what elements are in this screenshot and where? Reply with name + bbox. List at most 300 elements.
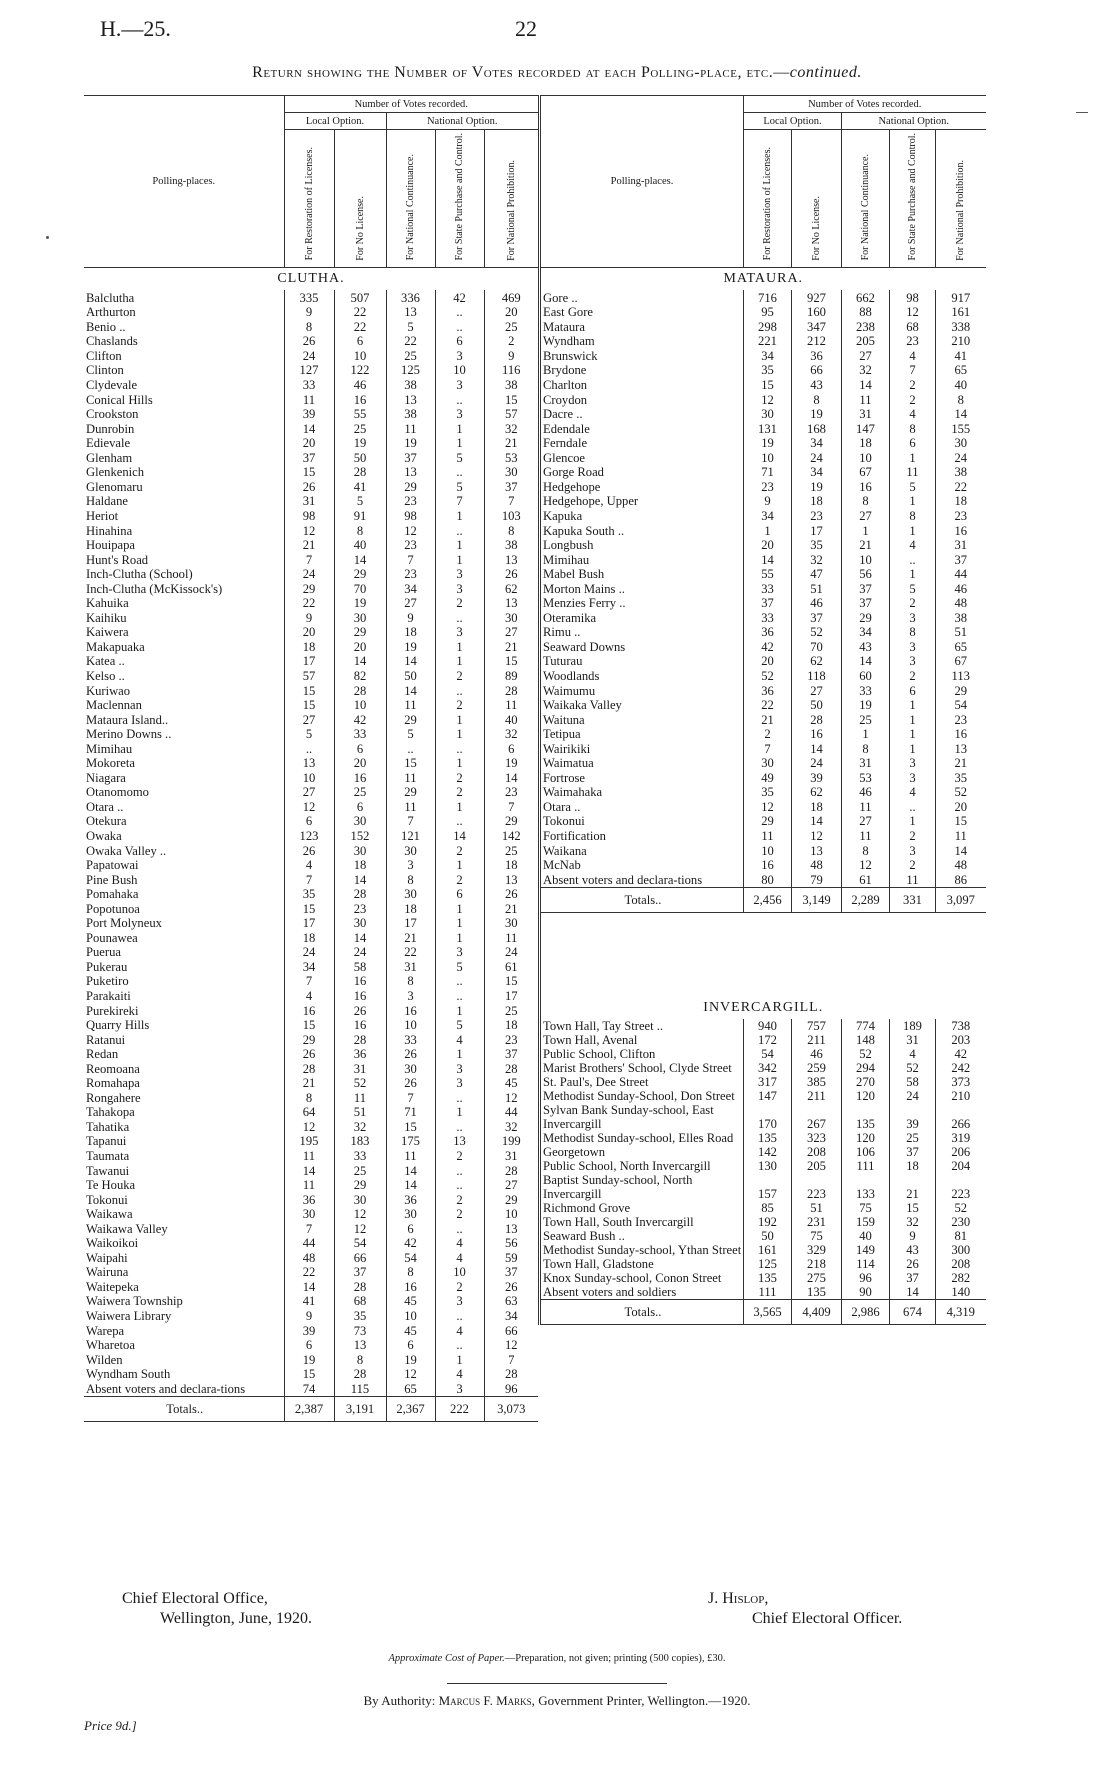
vote-count: 4	[435, 1251, 484, 1266]
table-row	[84, 785, 538, 800]
polling-place-name: Hunt's Road	[86, 552, 149, 567]
vote-count: 44	[484, 1105, 538, 1120]
vote-count: ..	[435, 1120, 484, 1135]
polling-place-name: Methodist Sunday-school, Ythan Street	[540, 1243, 744, 1257]
vote-count: 12	[386, 523, 435, 538]
table-row	[540, 1229, 986, 1243]
vote-count: 116	[484, 363, 538, 378]
vote-count: 3	[435, 945, 484, 960]
polling-place-name: Wyndham South	[86, 1367, 171, 1382]
vote-count: 13	[484, 1221, 538, 1236]
table-row	[84, 1382, 538, 1397]
vote-count: 6	[334, 334, 386, 349]
col-restoration-header: For Restoration of Licenses.	[284, 130, 334, 268]
polling-place-name: Absent voters and soldiers	[540, 1285, 744, 1300]
polling-place-name: Clifton	[86, 348, 122, 363]
vote-count: 26	[484, 567, 538, 582]
polling-place-name: Gorge Road	[540, 465, 744, 480]
vote-count: 31	[936, 538, 986, 553]
vote-count: 29	[334, 567, 386, 582]
vote-count: 33	[284, 378, 334, 393]
vote-count: 14	[792, 814, 842, 829]
polling-place-name: Tuturau	[540, 654, 744, 669]
vote-count: ..	[435, 392, 484, 407]
polling-place-name: Town Hall, Avenal	[540, 1033, 744, 1047]
vote-count: 17	[792, 523, 842, 538]
polling-place-name: Otekura	[86, 814, 127, 829]
vote-count: ..	[435, 1163, 484, 1178]
table-row	[84, 1032, 538, 1047]
vote-count: 52	[936, 785, 986, 800]
vote-count: 3	[435, 1076, 484, 1091]
polling-place-name: Redan	[86, 1047, 119, 1062]
col-continuance-header: For National Continuance.	[386, 130, 435, 268]
vote-count: 54	[386, 1251, 435, 1266]
vote-count: 11	[842, 800, 890, 815]
vote-count: 16	[386, 1280, 435, 1295]
vote-count: 11	[284, 1178, 334, 1193]
polling-place-name: Tokonui	[86, 1192, 128, 1207]
clutha-table	[84, 95, 538, 1422]
table-row	[84, 1251, 538, 1266]
vote-count: 1	[435, 509, 484, 524]
vote-count: 14	[386, 1178, 435, 1193]
table-row	[84, 349, 538, 364]
vote-count: 71	[744, 465, 792, 480]
vote-count: 4	[435, 1032, 484, 1047]
vote-count: 50	[744, 1229, 792, 1243]
vote-count: 13	[484, 552, 538, 567]
vote-count: 12	[334, 1221, 386, 1236]
vote-count: 19	[386, 640, 435, 655]
table-row	[84, 611, 538, 626]
vote-count: ..	[435, 741, 484, 756]
table-row	[84, 1134, 538, 1149]
vote-count: 130	[744, 1159, 792, 1173]
vote-count: 33	[386, 1032, 435, 1047]
table-row	[84, 567, 538, 582]
vote-count: 58	[890, 1075, 936, 1089]
polling-place-name: Merino Downs ..	[86, 727, 172, 742]
table-row	[540, 771, 986, 786]
table-row	[540, 494, 986, 509]
table-row	[84, 712, 538, 727]
vote-count: 183	[334, 1134, 386, 1149]
col-no-license-header: For No License.	[792, 130, 842, 268]
vote-count: 12	[842, 858, 890, 873]
vote-count: 96	[842, 1271, 890, 1285]
vote-count: 42	[334, 712, 386, 727]
vote-count: 3	[890, 611, 936, 626]
vote-count: 26	[284, 1047, 334, 1062]
vote-count: 24	[334, 945, 386, 960]
vote-count: 16	[334, 989, 386, 1004]
vote-count: 22	[334, 320, 386, 335]
vote-count: 33	[744, 611, 792, 626]
vote-count: 14	[792, 741, 842, 756]
polling-place-name: Waitepeka	[86, 1279, 139, 1294]
vote-count: 14	[936, 843, 986, 858]
vote-count: 14	[386, 1163, 435, 1178]
table-row	[84, 669, 538, 684]
table-row	[540, 1271, 986, 1285]
vote-count: 20	[484, 305, 538, 320]
vote-count: 3	[890, 756, 936, 771]
vote-count: 24	[484, 945, 538, 960]
vote-count: 2	[890, 392, 936, 407]
vote-count: 34	[744, 349, 792, 364]
vote-count: 22	[386, 334, 435, 349]
table-row	[540, 625, 986, 640]
vote-count: 59	[484, 1251, 538, 1266]
vote-count: 25	[842, 712, 890, 727]
vote-count: 64	[284, 1105, 334, 1120]
vote-count: ..	[435, 814, 484, 829]
vote-count: 81	[936, 1229, 986, 1243]
polling-places-header: Polling-places.	[152, 176, 216, 188]
vote-count: 4	[284, 858, 334, 873]
vote-count: 11	[386, 1149, 435, 1164]
vote-count: 373	[936, 1075, 986, 1089]
polling-place-name: Kapuka South ..	[540, 523, 744, 538]
vote-count: 8	[842, 494, 890, 509]
table-row	[540, 1215, 986, 1229]
vote-count: 2	[435, 1192, 484, 1207]
table-row	[84, 858, 538, 873]
vote-count: 9	[744, 494, 792, 509]
total-count: 2,456	[744, 887, 792, 912]
polling-place-name: Brunswick	[540, 349, 744, 364]
section-title-clutha: CLUTHA.	[277, 271, 345, 287]
polling-place-name: Owaka Valley ..	[86, 843, 167, 858]
table-row	[84, 1178, 538, 1193]
vote-count: 30	[744, 407, 792, 422]
vote-count: 37	[842, 596, 890, 611]
vote-count: 68	[890, 320, 936, 335]
vote-count: 21	[284, 1076, 334, 1091]
polling-place-name: Puerua	[86, 945, 121, 960]
vote-count: 147	[744, 1089, 792, 1103]
polling-place-name: Conical Hills	[86, 392, 153, 407]
table-row	[84, 305, 538, 320]
vote-count: 14	[386, 683, 435, 698]
vote-count: 52	[890, 1061, 936, 1075]
vote-count: 231	[792, 1215, 842, 1229]
vote-count: 28	[334, 887, 386, 902]
vote-count: 29	[842, 611, 890, 626]
vote-count: 7	[744, 741, 792, 756]
vote-count: 3	[386, 858, 435, 873]
polling-place-name: Waipahi	[86, 1250, 128, 1265]
polling-place-name: Town Hall, Tay Street ..	[540, 1019, 744, 1033]
vote-count: 45	[386, 1323, 435, 1338]
polling-place-name: Hedgehope	[540, 480, 744, 495]
vote-count: 16	[334, 1018, 386, 1033]
vote-count: 5	[435, 1018, 484, 1033]
vote-count: 23	[484, 785, 538, 800]
table-row	[84, 290, 538, 305]
vote-count: 45	[484, 1076, 538, 1091]
vote-count: 6	[284, 1338, 334, 1353]
vote-count: 29	[484, 814, 538, 829]
section-title-invercargill: INVERCARGILL.	[540, 997, 986, 1019]
vote-count: 95	[744, 305, 792, 320]
vote-count: 20	[744, 538, 792, 553]
vote-count: 65	[936, 363, 986, 378]
vote-count: 3	[435, 625, 484, 640]
vote-count: 46	[792, 1047, 842, 1061]
table-row	[540, 596, 986, 611]
vote-count: 29	[284, 1032, 334, 1047]
polling-place-name: Ratanui	[86, 1032, 126, 1047]
total-count: 4,409	[792, 1299, 842, 1324]
polling-place-name: Public School, North Invercargill	[540, 1159, 744, 1173]
vote-count: 716	[744, 290, 792, 305]
vote-count: 20	[334, 756, 386, 771]
vote-count: 9	[284, 611, 334, 626]
vote-count: 270	[842, 1075, 890, 1089]
vote-count: 40	[842, 1229, 890, 1243]
vote-count: 41	[284, 1294, 334, 1309]
vote-count: 28	[484, 1367, 538, 1382]
vote-count: 16	[334, 974, 386, 989]
vote-count: 36	[792, 349, 842, 364]
vote-count: 3	[435, 1061, 484, 1076]
vote-count: 37	[386, 451, 435, 466]
office-line-2: Wellington, June, 1920.	[160, 1610, 313, 1627]
total-count: 3,097	[936, 887, 986, 912]
vote-count: 6	[890, 436, 936, 451]
vote-count: 135	[792, 1285, 842, 1300]
vote-count: 28	[334, 465, 386, 480]
vote-count: 12	[484, 1338, 538, 1353]
vote-count: 114	[842, 1257, 890, 1271]
total-count: 3,191	[334, 1397, 386, 1422]
vote-count: 35	[334, 1309, 386, 1324]
vote-count: 28	[484, 1163, 538, 1178]
vote-count: 1	[890, 567, 936, 582]
vote-count: 4	[890, 407, 936, 422]
vote-count: 15	[936, 814, 986, 829]
vote-count: 6	[435, 334, 484, 349]
polling-place-name: Oteramika	[540, 611, 744, 626]
vote-count: 21	[744, 712, 792, 727]
vote-count: 1	[435, 800, 484, 815]
vote-count: 8	[890, 509, 936, 524]
vote-count: 3	[890, 654, 936, 669]
vote-count: ..	[435, 1178, 484, 1193]
polling-place-name: Otara ..	[540, 800, 744, 815]
vote-count: 266	[936, 1103, 986, 1131]
vote-count: 37	[484, 1047, 538, 1062]
total-count: 3,073	[484, 1397, 538, 1422]
vote-count: 4	[890, 1047, 936, 1061]
table-row	[540, 581, 986, 596]
table-row	[84, 727, 538, 742]
vote-count: ..	[435, 974, 484, 989]
vote-count: 6	[334, 800, 386, 815]
vote-count: 27	[792, 683, 842, 698]
vote-count: 14	[334, 654, 386, 669]
table-row	[540, 1019, 986, 1033]
polling-place-name: Owaka	[86, 828, 122, 843]
polling-place-name: Mataura Island..	[86, 712, 169, 727]
vote-count: 38	[936, 465, 986, 480]
table-row	[84, 1236, 538, 1251]
polling-place-name: Tapanui	[86, 1134, 127, 1149]
vote-count: 16	[936, 523, 986, 538]
vote-count: 11	[484, 931, 538, 946]
polling-place-name: Wairuna	[86, 1265, 129, 1280]
vote-count: 662	[842, 290, 890, 305]
vote-count: 7	[435, 494, 484, 509]
vote-count: 1	[435, 436, 484, 451]
vote-count: 36	[334, 1047, 386, 1062]
vote-count: 1	[890, 727, 936, 742]
vote-count: 267	[792, 1103, 842, 1131]
vote-count: 5	[386, 727, 435, 742]
vote-count: 31	[890, 1033, 936, 1047]
vote-count: 86	[936, 872, 986, 887]
vote-count: 28	[484, 683, 538, 698]
vote-count: 10	[334, 698, 386, 713]
table-row	[84, 771, 538, 786]
vote-count: 66	[334, 1251, 386, 1266]
vote-count: 52	[792, 625, 842, 640]
polling-place-name: Arthurton	[86, 305, 136, 320]
vote-count: 12	[744, 392, 792, 407]
vote-count: 10	[744, 451, 792, 466]
vote-count: 223	[936, 1173, 986, 1201]
vote-count: 1	[435, 421, 484, 436]
table-row	[84, 698, 538, 713]
polling-place-name: Knox Sunday-school, Conon Street	[540, 1271, 744, 1285]
vote-count: 3	[890, 640, 936, 655]
vote-count: 14	[842, 378, 890, 393]
polling-place-name: Charlton	[540, 378, 744, 393]
vote-count: 23	[744, 480, 792, 495]
vote-count: 19	[842, 698, 890, 713]
vote-count: 14	[484, 771, 538, 786]
vote-count: 3	[435, 1294, 484, 1309]
vote-count: 23	[792, 509, 842, 524]
vote-count: 30	[386, 887, 435, 902]
vote-count: 9	[890, 1229, 936, 1243]
vote-count: 26	[386, 1047, 435, 1062]
vote-count: 24	[890, 1089, 936, 1103]
table-row	[84, 800, 538, 815]
polling-place-name: Puketiro	[86, 974, 129, 989]
vote-count: 10	[435, 363, 484, 378]
table-row	[84, 945, 538, 960]
vote-count: 120	[842, 1089, 890, 1103]
polling-place-name: Tetipua	[540, 727, 744, 742]
vote-count: 58	[334, 960, 386, 975]
polling-place-name: Tahakopa	[86, 1105, 135, 1120]
polling-place-name: Inch-Clutha (McKissock's)	[86, 581, 223, 596]
vote-count: 38	[484, 378, 538, 393]
table-row	[540, 829, 986, 844]
polling-place-name: Sylvan Bank Sunday-school, East Invercargill	[540, 1103, 744, 1131]
vote-count: ..	[435, 465, 484, 480]
vote-count: 2	[890, 669, 936, 684]
vote-count: 37	[484, 480, 538, 495]
table-row	[540, 741, 986, 756]
vote-count: 52	[936, 1201, 986, 1215]
vote-count: 6	[386, 1338, 435, 1353]
vote-count: 12	[284, 1120, 334, 1135]
vote-count: 15	[484, 654, 538, 669]
vote-count: 54	[744, 1047, 792, 1061]
vote-count: 34	[744, 509, 792, 524]
vote-count: 26	[284, 843, 334, 858]
vote-count: 11	[842, 829, 890, 844]
vote-count: 7	[386, 814, 435, 829]
vote-count: 1	[890, 814, 936, 829]
vote-count: 29	[484, 1192, 538, 1207]
vote-count: 19	[284, 1352, 334, 1367]
vote-count: 48	[936, 596, 986, 611]
polling-place-name: East Gore	[540, 305, 744, 320]
vote-count: 18	[890, 1159, 936, 1173]
vote-count: 5	[334, 494, 386, 509]
vote-count: 24	[284, 567, 334, 582]
col-no-license-header: For No License.	[334, 130, 386, 268]
vote-count: 161	[744, 1243, 792, 1257]
vote-count: 317	[744, 1075, 792, 1089]
vote-count: 2	[890, 596, 936, 611]
vote-count: 66	[484, 1323, 538, 1338]
table-row	[540, 814, 986, 829]
vote-count: 91	[334, 509, 386, 524]
vote-count: 212	[792, 334, 842, 349]
section-spacer	[540, 912, 986, 997]
vote-count: 2	[435, 1207, 484, 1222]
table-row	[540, 654, 986, 669]
vote-count: 85	[744, 1201, 792, 1215]
vote-count: 774	[842, 1019, 890, 1033]
vote-count: 14	[842, 654, 890, 669]
vote-count: 40	[936, 378, 986, 393]
vote-count: 323	[792, 1131, 842, 1145]
vote-count: 36	[744, 625, 792, 640]
vote-count: 238	[842, 320, 890, 335]
vote-count: 8	[842, 741, 890, 756]
vote-count: 60	[842, 669, 890, 684]
vote-count: 27	[284, 712, 334, 727]
vote-count: 54	[936, 698, 986, 713]
vote-count: 74	[284, 1382, 334, 1397]
polling-place-name: Tahatika	[86, 1119, 130, 1134]
vote-count: 4	[284, 989, 334, 1004]
vote-count: 20	[744, 654, 792, 669]
vote-count: ..	[386, 741, 435, 756]
vote-count: 65	[386, 1382, 435, 1397]
vote-count: 24	[284, 349, 334, 364]
polling-place-name: Public School, Clifton	[540, 1047, 744, 1061]
vote-count: 14	[890, 1285, 936, 1300]
polling-place-name: Tawanui	[86, 1163, 130, 1178]
vote-count: 1	[842, 727, 890, 742]
vote-count: 10	[842, 552, 890, 567]
table-row	[84, 1163, 538, 1178]
vote-count: 28	[334, 1280, 386, 1295]
table-row	[84, 1018, 538, 1033]
vote-count: 11	[890, 465, 936, 480]
vote-count: 192	[744, 1215, 792, 1229]
vote-count: 21	[842, 538, 890, 553]
polling-place-name: Papatowai	[86, 858, 139, 873]
